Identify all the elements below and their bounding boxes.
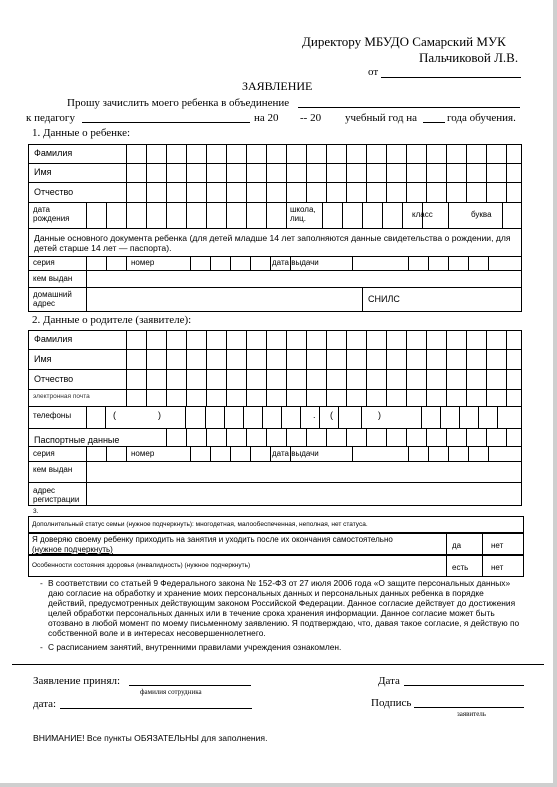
child-surname-label: Фамилия [34,148,73,158]
study-year-field-line[interactable] [423,122,445,123]
section-child-heading: 1. Данные о ребенке: [32,127,131,139]
health-yes[interactable]: есть [452,563,469,572]
from-field-line[interactable] [381,77,521,78]
section3-number: 3. [33,508,39,515]
parent-number-label: номер [131,449,155,458]
phone2-area-open: ( [330,410,333,420]
from-label: от [368,66,379,78]
study-year-suffix: года обучения. [447,112,516,124]
signature-line[interactable] [414,707,524,708]
footer-divider [12,664,544,665]
date-left-label: дата: [33,698,57,710]
parent-patronymic-label: Отчество [34,374,74,384]
birth-date-cells[interactable] [86,202,286,228]
self-travel-no[interactable]: нет [491,541,504,550]
consent-rules: С расписанием занятий, внутренними правилами учреждения ознакомлен. [48,642,342,652]
consent-bullet-1: - [40,578,43,588]
date-left-line[interactable] [60,708,252,709]
snils-label: СНИЛС [368,294,400,304]
parent-name-cells[interactable] [126,330,522,389]
addressee-director: Директору МБУДО Самарский МУК [302,34,506,49]
phone-cells[interactable] [86,406,522,428]
child-patronymic-label: Отчество [34,187,74,197]
accepted-by-label: Заявление принял: [33,675,121,687]
phone1-area-close: ) [158,410,161,420]
row-divider [28,482,522,483]
surname-cells[interactable] [126,144,522,202]
phone-dot: . [313,410,316,420]
school-year-label: учебный год на [345,112,417,124]
column-divider [362,287,363,312]
health-text: Особенности состояния здоровья (инвалидность) (нужное подчеркнуть) [32,562,251,569]
section-parent-heading: 2. Данные о родителе (заявителе): [32,314,192,326]
email-label: электронная почта [33,393,90,400]
passport-cells[interactable] [166,428,522,446]
self-travel-note: (нужное подчеркнуть) [32,545,113,554]
parent-issued-by-label: кем выдан [33,465,73,474]
birth-date-label: дата рождения [33,205,70,223]
parent-surname-label: Фамилия [34,334,73,344]
date-right-label: Дата [378,675,400,687]
enroll-request-text: Прошу зачислить моего ребенка в объединение [67,97,290,109]
phone2-area-close: ) [378,410,381,420]
school-label: школа, лиц. [290,205,316,223]
row-divider [28,461,522,462]
association-field-line[interactable] [298,107,520,108]
staff-name-caption: фамилия сотрудника [140,688,202,696]
column-divider [86,461,87,506]
accepted-by-line[interactable] [129,685,251,686]
self-travel-text: Я доверяю своему ребенку приходить на занятия и уходить после их окончания самостоятельно [32,535,393,544]
family-status-text[interactable]: Дополнительный статус семьи (нужное подчеркнуть): многодетная, малообеспеченная, неполная, нет статуса. [32,521,368,528]
parent-series-label: серия [33,449,55,458]
letter-label: буква [471,210,492,219]
year-separator: -- 20 [300,112,322,124]
consent-personal-data: В соответствии со статьей 9 Федерального закона № 152-ФЗ от 27 июля 2006 года «О защите персональных данных» даю согласие на обработку и хранение моих персональных данных и персональных данных ребенка в порядке действий, предусмотренных действующим законом Российской Федерации. Данное согласие действует до достижения целей обработки персональных данных или в течение срока хранения информации. Данное согласие может быть отозвано в любой момент по моему письменному заявлению. Я подтверждаю, что, давая такое согласие, я действую по собственной воле и в интересах несовершеннолетнего. [48,578,520,638]
child-issued-by-label: кем выдан [33,274,73,283]
passport-label: Паспортные данные [34,435,120,445]
document-title: ЗАЯВЛЕНИЕ [242,79,313,93]
teacher-field-line[interactable] [82,122,250,123]
row-divider [28,287,522,288]
consent-bullet-2: - [40,642,43,652]
registration-address-label: адрес регистрации [33,486,80,504]
child-name-label: Имя [34,167,52,177]
date-right-line[interactable] [404,685,524,686]
child-issue-date-label: дата выдачи [272,258,319,267]
parent-issue-date-label: дата выдачи [272,449,319,458]
mandatory-warning: ВНИМАНИЕ! Все пункты ОБЯЗАТЕЛЬНЫ для заполнения. [33,733,268,743]
child-series-label: серия [33,258,55,267]
email-cells[interactable] [126,389,522,406]
addressee-name: Пальчиковой Л.В. [419,50,519,65]
phones-label: телефоны [33,411,72,420]
phone1-area-open: ( [113,410,116,420]
applicant-caption: заявитель [457,710,486,718]
parent-name-label: Имя [34,354,52,364]
class-label: класс [412,210,433,219]
child-document-note: Данные основного документа ребенка (для детей младше 14 лет заполняются данные свидетельства о рождении, для детей старше 14 лет — паспорта). [34,233,511,253]
column-divider [86,270,87,312]
signature-label: Подпись [371,697,412,709]
year-prefix: на 20 [254,112,279,124]
child-number-label: номер [131,258,155,267]
self-travel-yes[interactable]: да [452,541,462,550]
health-no[interactable]: нет [491,563,504,572]
row-divider [28,270,522,271]
home-address-label: домашний адрес [33,290,72,308]
teacher-label: к педагогу [26,112,75,124]
row-divider [28,228,522,229]
